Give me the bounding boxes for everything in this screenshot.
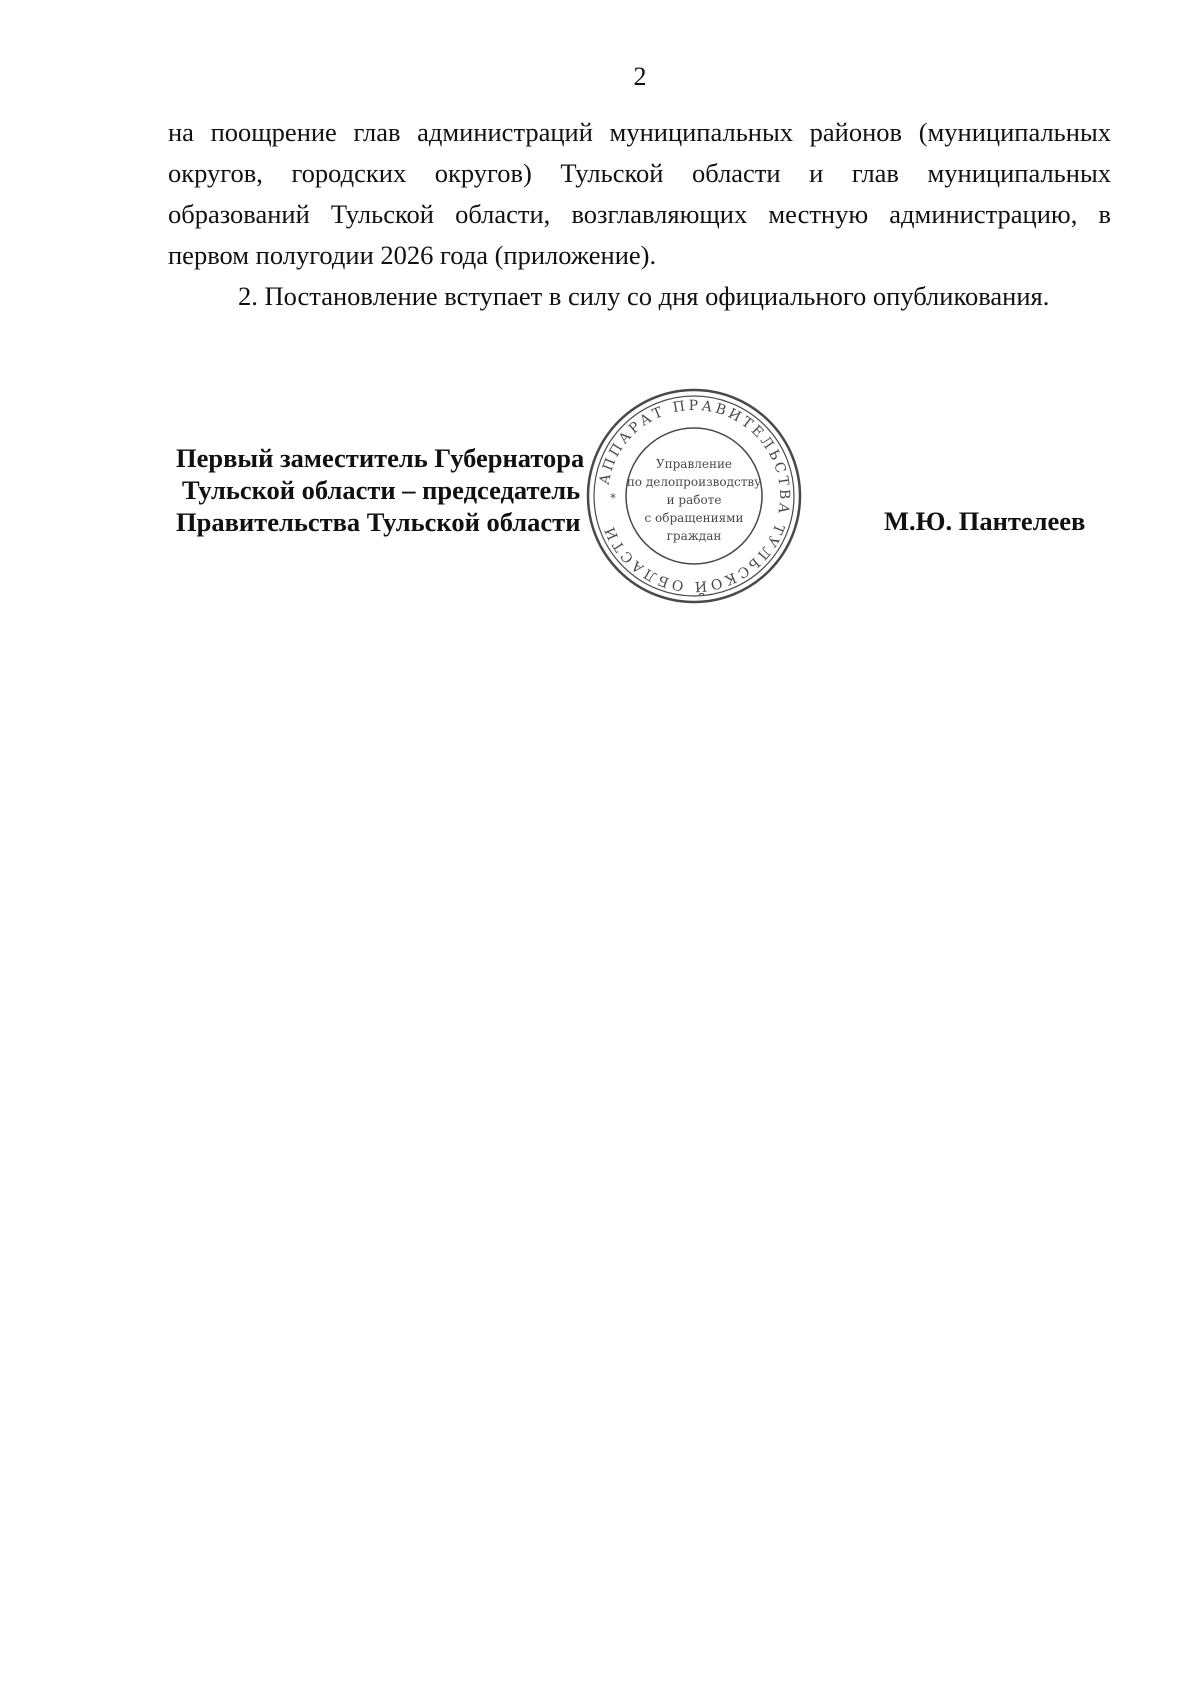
signatory-title-line-3: Правительства Тульской области — [176, 507, 581, 537]
stamp-outer-text: АППАРАТ ПРАВИТЕЛЬСТВА ТУЛЬСКОЙ ОБЛАСТИ — [596, 397, 793, 595]
stamp-inner-line-4: с обращениями — [644, 511, 744, 525]
paragraph-1-line-2: округов, городских округов) Тульской области и глав муниципальных — [168, 158, 1111, 188]
stamp-inner-line-5: граждан — [666, 529, 722, 543]
signatory-name: М.Ю. Пантелеев — [884, 506, 1086, 536]
paragraph-1-line-1: на поощрение глав администраций муниципальных районов (муниципальных — [168, 117, 1111, 147]
signatory-title-line-1: Первый заместитель Губернатора — [176, 443, 585, 473]
stamp-inner-line-3: и работе — [666, 493, 722, 507]
body-text — [168, 112, 1111, 317]
paragraph-2: 2. Постановление вступает в силу со дня официального опубликования. — [238, 281, 1050, 311]
stamp-seal-graphic — [582, 384, 806, 608]
stamp-inner-line-2: по делопроизводству — [626, 475, 762, 489]
stamp-star-icon: * — [610, 491, 616, 505]
stamp-inner-line-1: Управление — [655, 457, 733, 471]
official-stamp — [582, 384, 806, 608]
signatory-title-line-2: Тульской области – председатель — [182, 475, 581, 505]
paragraph-1-line-3: образований Тульской области, возглавляющих местную администрацию, в — [168, 199, 1111, 229]
paragraph-1-line-4: первом полугодии 2026 года (приложение). — [168, 240, 657, 270]
signatory-title — [176, 442, 584, 538]
paragraph-1 — [168, 112, 1111, 276]
page-number: 2 — [633, 62, 647, 91]
